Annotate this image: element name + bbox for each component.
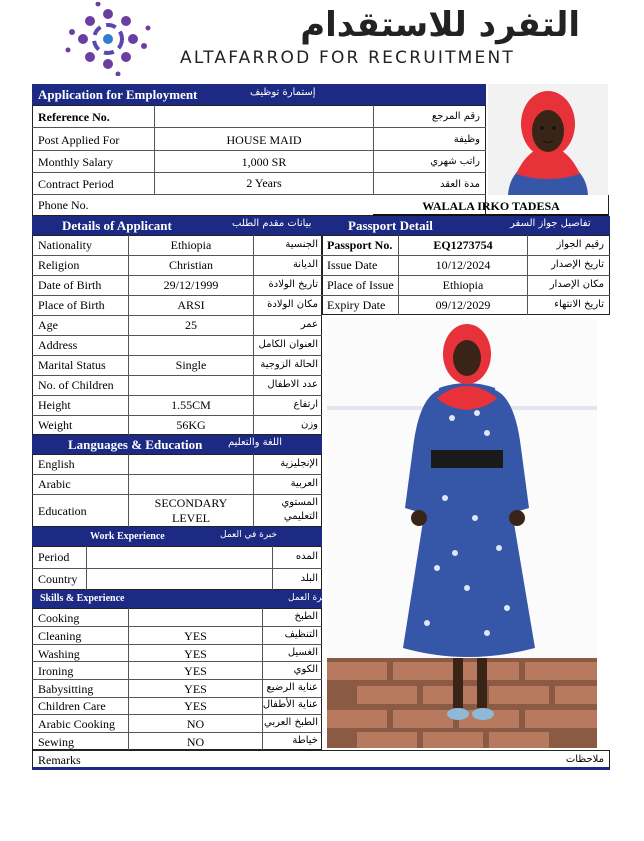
weight-value: 56KG xyxy=(176,418,206,432)
contract-value: 2 Years xyxy=(246,176,282,190)
cleaning-value: YES xyxy=(184,629,207,643)
skills-title: Skills & Experience xyxy=(40,593,125,604)
cleaning-label: Cleaning xyxy=(38,629,82,643)
work-title-arabic: خبرة في العمل xyxy=(220,530,278,540)
details-title-arabic: بيانات مقدم الطلب xyxy=(232,218,312,229)
arabic-label-arabic: العربية xyxy=(290,478,318,489)
cleaning-label-arabic: التنظيف xyxy=(284,629,318,640)
washing-label-arabic: الغسيل xyxy=(287,647,318,658)
marital-value: Single xyxy=(175,358,207,372)
ironing-label-arabic: الكوي xyxy=(293,664,318,675)
children-care-value: YES xyxy=(184,699,207,713)
address-label: Address xyxy=(38,338,78,352)
education-value-line1: SECONDARY xyxy=(154,496,228,510)
education-value-line2: LEVEL xyxy=(172,511,210,525)
salary-label-arabic: راتب شهري xyxy=(430,156,480,167)
expiry-date-value: 09/12/2029 xyxy=(435,298,491,312)
height-label: Height xyxy=(38,398,71,412)
marital-label-arabic: الحالة الزوجية xyxy=(260,359,318,370)
dob-value: 29/12/1999 xyxy=(163,278,219,292)
arabic-label: Arabic xyxy=(38,477,71,491)
salary-value: 1,000 SR xyxy=(241,155,287,169)
phone-label: Phone No. xyxy=(38,198,89,212)
languages-title: Languages & Education xyxy=(68,437,203,452)
sewing-label: Sewing xyxy=(38,735,74,749)
babysitting-value: YES xyxy=(184,682,207,696)
expiry-date-label-arabic: تاريخ الانتهاء xyxy=(554,299,604,310)
arabic-cooking-label: Arabic Cooking xyxy=(38,717,115,731)
address-label-arabic: العنوان الكامل xyxy=(258,339,318,350)
applicant-portrait xyxy=(488,84,608,195)
work-title: Work Experience xyxy=(90,531,165,542)
ironing-value: YES xyxy=(184,664,207,678)
children-label: No. of Children xyxy=(38,378,114,392)
reference-label: Reference No. xyxy=(38,110,110,124)
education-label-arabic-line1: المستوي xyxy=(281,497,318,508)
religion-label: Religion xyxy=(38,258,80,272)
cooking-label-arabic: الطبخ xyxy=(294,611,318,622)
age-value: 25 xyxy=(185,318,197,332)
washing-label: Washing xyxy=(38,647,80,661)
nationality-label-arabic: الجنسية xyxy=(285,239,318,250)
issue-date-value: 10/12/2024 xyxy=(435,258,491,272)
religion-value: Christian xyxy=(169,258,213,272)
applicant-full-photo xyxy=(327,318,597,748)
dob-label-arabic: تاريخ الولادة xyxy=(268,279,318,290)
place-of-issue-label: Place of Issue xyxy=(327,278,394,292)
children-care-label: Children Care xyxy=(38,699,106,713)
english-label-arabic: الإنجليزية xyxy=(280,458,318,469)
babysitting-label: Babysitting xyxy=(38,682,94,696)
sewing-label-arabic: خياطة xyxy=(292,735,318,746)
application-title: Application for Employment xyxy=(38,87,198,102)
application-title-arabic: إستمارة توظيف xyxy=(250,87,316,98)
details-title: Details of Applicant xyxy=(62,218,172,233)
children-care-label-arabic: عناية الأطفال xyxy=(262,699,318,710)
sewing-value: NO xyxy=(186,735,205,749)
post-value: HOUSE MAID xyxy=(226,133,302,147)
skills-title-arabic: خبرة العمل xyxy=(288,593,331,603)
remarks-label: Remarks xyxy=(38,753,81,767)
period-label: Period xyxy=(38,550,70,564)
post-label: Post Applied For xyxy=(38,133,120,147)
contract-label-arabic: مدة العقد xyxy=(440,179,480,190)
babysitting-label-arabic: عناية الرضيع xyxy=(266,682,318,693)
company-name-english: ALTAFARROD FOR RECRUITMENT xyxy=(180,48,515,68)
company-name-arabic: التفرد للاستقدام xyxy=(300,5,580,45)
education-label: Education xyxy=(38,504,87,518)
education-label-arabic-line2: التعليمي xyxy=(283,511,318,522)
work-header xyxy=(32,527,322,546)
height-label-arabic: ارتفاع xyxy=(293,399,318,410)
height-value: 1.55CM xyxy=(171,398,211,412)
place-of-issue-label-arabic: مكان الإصدار xyxy=(549,279,604,290)
arabic-cooking-value: NO xyxy=(186,717,205,731)
reference-label-arabic: رقم المرجع xyxy=(431,111,480,122)
contract-label: Contract Period xyxy=(38,177,114,191)
passport-title: Passport Detail xyxy=(348,218,433,233)
cooking-label: Cooking xyxy=(38,611,80,625)
passport-no-label-arabic: رقيم الجواز xyxy=(556,239,604,250)
age-label-arabic: عمر xyxy=(300,319,318,330)
english-label: English xyxy=(38,457,75,471)
washing-value: YES xyxy=(184,647,207,661)
remarks-label-arabic: ملاحظات xyxy=(565,754,604,765)
weight-label: Weight xyxy=(38,418,73,432)
passport-no-value: EQ1273754 xyxy=(433,238,493,252)
nationality-value: Ethiopia xyxy=(170,238,212,252)
place-of-issue-value: Ethiopia xyxy=(442,278,484,292)
age-label: Age xyxy=(38,318,58,332)
expiry-date-label: Expiry Date xyxy=(327,298,386,312)
post-label-arabic: وظيفة xyxy=(453,134,480,145)
pob-label: Place of Birth xyxy=(38,298,105,312)
passport-header xyxy=(322,216,610,235)
company-logo xyxy=(58,2,158,76)
pob-label-arabic: مكان الولادة xyxy=(267,299,318,310)
nationality-label: Nationality xyxy=(38,238,92,252)
salary-label: Monthly Salary xyxy=(38,155,113,169)
pob-value: ARSI xyxy=(177,298,205,312)
dob-label: Date of Birth xyxy=(38,278,102,292)
arabic-cooking-label-arabic: الطبخ العربي xyxy=(264,717,318,728)
applicant-name: WALALA IRKO TADESA xyxy=(422,199,560,213)
religion-label-arabic: الديانة xyxy=(292,259,318,270)
passport-no-label: Passport No. xyxy=(327,238,393,252)
skills-header xyxy=(32,590,331,608)
country-label: Country xyxy=(38,572,78,586)
issue-date-label: Issue Date xyxy=(327,258,378,272)
languages-title-arabic: اللغة والتعليم xyxy=(228,437,282,448)
details-header xyxy=(32,216,322,235)
application-header xyxy=(32,84,486,105)
marital-label: Marital Status xyxy=(38,358,106,372)
ironing-label: Ironing xyxy=(38,664,74,678)
weight-label-arabic: وزن xyxy=(300,419,318,430)
country-label-arabic: البلد xyxy=(300,573,318,584)
period-label-arabic: المده xyxy=(295,551,318,562)
languages-header xyxy=(32,435,322,454)
children-label-arabic: عدد الاطفال xyxy=(267,379,318,390)
passport-title-arabic: تفاصيل جواز السفر xyxy=(510,218,591,229)
issue-date-label-arabic: تاريخ الإصدار xyxy=(551,259,604,270)
